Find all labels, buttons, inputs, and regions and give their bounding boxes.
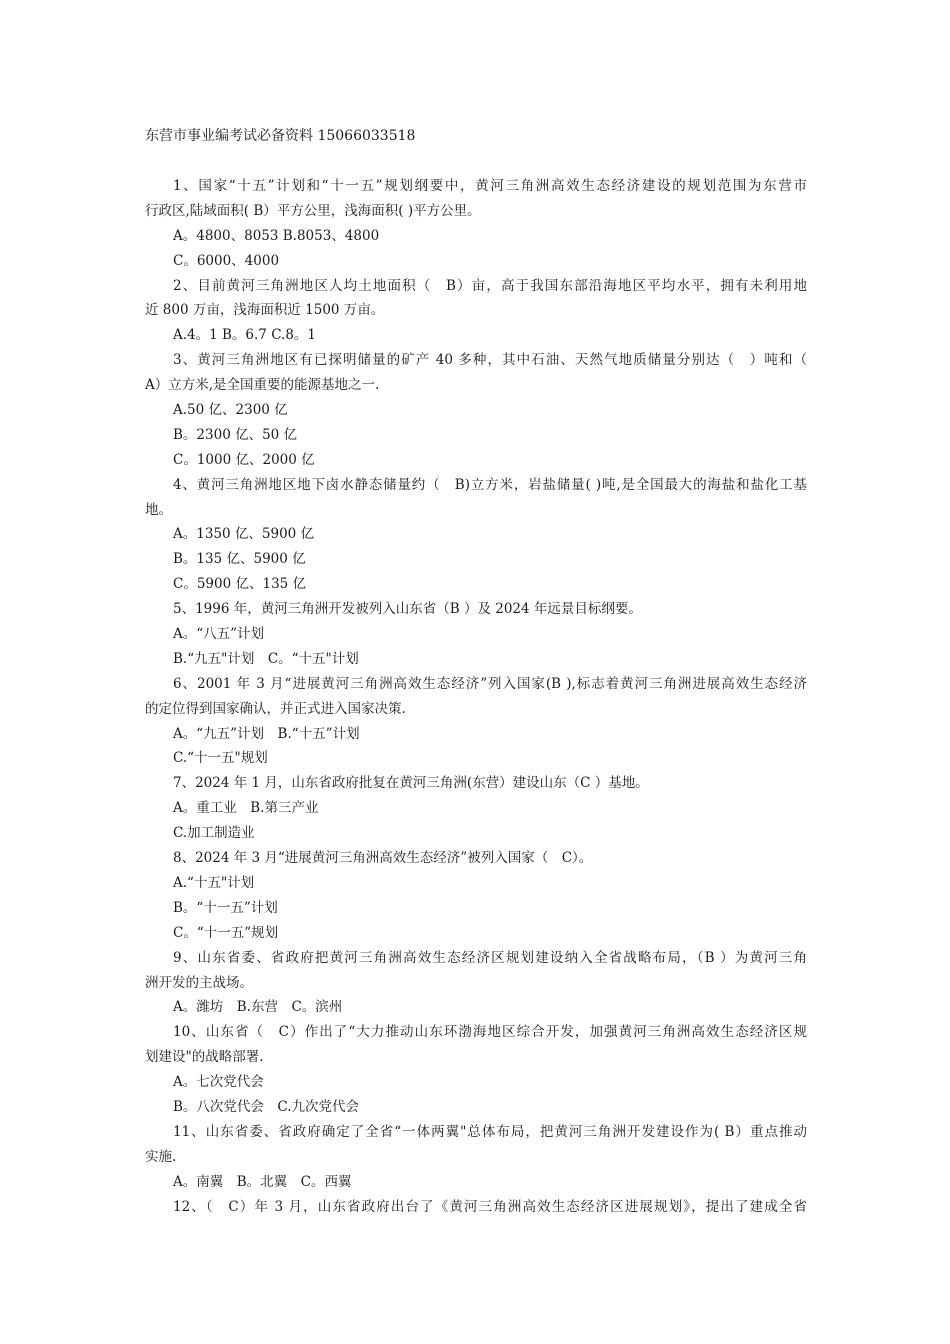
text-line: 划建设"的战略部署. [145, 1049, 264, 1066]
document-body [145, 174, 807, 1219]
text-line: C.加工制造业 [173, 825, 255, 842]
text-line: B.“九五"计划 C。“十五"计划 [173, 650, 359, 667]
text-line: 的定位得到国家确认，并正式进入国家决策. [145, 700, 406, 717]
text-line: 3、黄河三角洲地区有已探明储量的矿产 40 多种，其中石油、天然气地质储量分别达（ ）吨和（ [173, 352, 807, 369]
text-line: C。6000、4000 [173, 252, 280, 269]
text-line: 洲开发的主战场。 [145, 974, 253, 991]
text-line: B。135 亿、5900 亿 [173, 551, 306, 568]
text-line: 实施. [145, 1148, 177, 1165]
text-line: A.50 亿、2300 亿 [173, 402, 288, 419]
text-line: A。潍坊 B.东营 C。滨州 [173, 999, 343, 1016]
text-line: 6、2001 年 3 月“进展黄河三角洲高效生态经济”列入国家(B ),标志着黄河三角洲进展高效生态经济 [173, 675, 807, 692]
text-line: 12、（ C）年 3 月，山东省政府出台了《黄河三角洲高效生态经济区进展规划》，提出了建成全省 [173, 1198, 807, 1215]
text-line: A。4800、8053 B.8053、4800 [173, 227, 380, 244]
document-header: 东营市事业编考试必备资料 15066033518 [145, 128, 416, 144]
text-line: A.“十五"计划 [173, 874, 255, 891]
text-line: 1、国家“十五”计划和“十一五”规划纲要中，黄河三角洲高效生态经济建设的规划范围为东营市 [173, 178, 807, 194]
text-line: A。南翼 B。北翼 C。西翼 [173, 1173, 352, 1190]
text-line: 11、山东省委、省政府确定了全省“一体两翼"总体布局，把黄河三角洲开发建设作为( B）重点推动 [173, 1123, 807, 1140]
text-line: 9、山东省委、省政府把黄河三角洲高效生态经济区规划建设纳入全省战略布局，（B ）为黄河三角 [173, 949, 807, 966]
text-line: 8、2024 年 3 月“进展黄河三角洲高效生态经济”被列入国家（ C）。 [173, 850, 593, 867]
text-line: 近 800 万亩，浅海面积近 1500 万亩。 [145, 302, 385, 319]
text-line: 行政区,陆域面积( B）平方公里，浅海面积( )平方公里。 [145, 202, 481, 219]
text-line: B。2300 亿、50 亿 [173, 426, 298, 443]
text-line: B。八次党代会 C.九次党代会 [173, 1098, 360, 1115]
text-line: A。“八五”计划 [173, 626, 265, 643]
text-line: 10、山东省（ C）作出了“大力推动山东环渤海地区综合开发，加强黄河三角洲高效生态经济区规 [173, 1024, 807, 1041]
text-line: 2、目前黄河三角洲地区人均土地面积（ B）亩，高于我国东部沿海地区平均水平，拥有未利用地 [173, 277, 807, 294]
text-line: A.4。1 B。6.7 C.8。1 [173, 327, 317, 344]
text-line: A。七次党代会 [173, 1074, 264, 1091]
text-line: A。“九五”计划 B.“十五”计划 [173, 725, 360, 742]
text-line: A。重工业 B.第三产业 [173, 800, 319, 817]
text-line: C.“十一五"规划 [173, 750, 268, 767]
text-line: C。5900 亿、135 亿 [173, 576, 307, 593]
text-line: C。1000 亿、2000 亿 [173, 451, 315, 468]
text-line: C。“十一五”规划 [173, 924, 279, 941]
text-line: 4、黄河三角洲地区地下卤水静态储量约（ B)立方米，岩盐储量( )吨,是全国最大的海盐和盐化工基 [173, 476, 807, 493]
text-line: B。“十一五”计划 [173, 899, 278, 916]
text-line: 地。 [145, 501, 172, 518]
text-line: A。1350 亿、5900 亿 [173, 526, 315, 543]
text-line: A）立方米,是全国重要的能源基地之一. [145, 377, 380, 394]
text-line: 7、2024 年 1 月，山东省政府批复在黄河三角洲(东营）建设山东（C ）基地。 [173, 775, 649, 792]
text-line: 5、1996 年，黄河三角洲开发被列入山东省（B ）及 2024 年远景目标纲要。 [173, 601, 642, 618]
